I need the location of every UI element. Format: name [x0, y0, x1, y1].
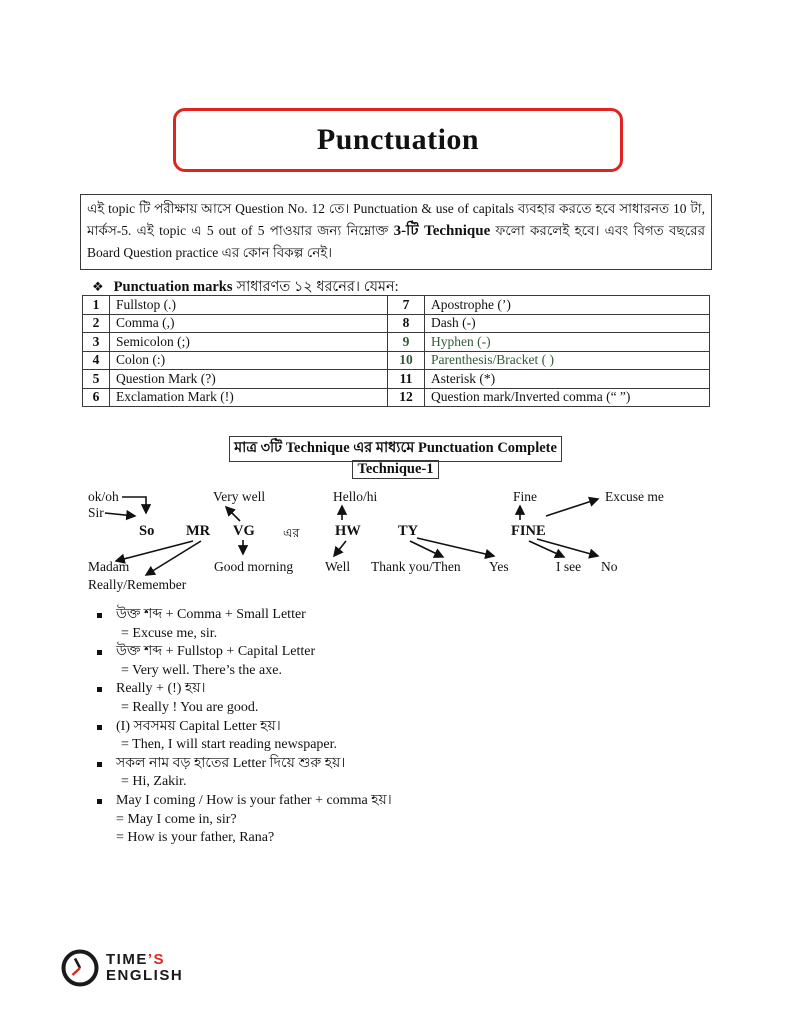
list-item: [95, 718, 705, 755]
diagram-label-sir: Sir: [88, 505, 104, 520]
marks-heading-bn: সাধারণত ১২ ধরনের। যেমন:: [236, 279, 399, 295]
table-row: [83, 333, 710, 352]
list-item: [95, 792, 705, 848]
row-number: 6: [83, 388, 110, 407]
list-item: [95, 643, 705, 680]
row-number: 2: [83, 314, 110, 333]
row-number: 3: [83, 333, 110, 352]
row-number: 10: [388, 351, 425, 370]
arrow-hw-to-well: [334, 541, 346, 556]
row-number: 1: [83, 296, 110, 315]
square-bullet-icon: [97, 613, 102, 618]
rule-example: = Very well. There’s the axe.: [121, 662, 282, 678]
rule-text: (I) সবসময় Capital Letter হয়।: [116, 718, 281, 734]
mark-name: Dash (-): [425, 314, 710, 333]
technique1-row: [0, 460, 791, 479]
mark-name: Semicolon (;): [110, 333, 388, 352]
diagram-label-okoh: ok/oh: [88, 489, 119, 504]
diagram-label-hellohi: Hello/hi: [333, 489, 378, 504]
square-bullet-icon: [97, 650, 102, 655]
technique-banner-row: [0, 436, 791, 462]
diagram-label-really: Really/Remember: [88, 577, 187, 592]
mark-name: Hyphen (-): [425, 333, 710, 352]
mark-name: Comma (,): [110, 314, 388, 333]
mark-name: Question mark/Inverted comma (“ ”): [425, 388, 710, 407]
intro-text-2: ফলো করলেই হবে। এবং বিগত বছরের Board Question practice এর কোন বিকল্প নেই।: [87, 222, 706, 260]
square-bullet-icon: [97, 687, 102, 692]
diamond-bullet-icon: ❖: [92, 280, 104, 295]
diagram-key-vg: VG: [233, 523, 255, 539]
logo-text: [106, 952, 183, 984]
times-english-logo: [60, 948, 183, 988]
diagram-label-goodmorning: Good morning: [214, 559, 294, 574]
table-row: [83, 296, 710, 315]
rule-example: = May I come in, sir?: [116, 811, 237, 827]
arrow-fine-to-no: [537, 539, 598, 556]
diagram-label-thankyou: Thank you/Then: [371, 559, 461, 574]
rule-example: = How is your father, Rana?: [116, 830, 275, 846]
technique-banner: মাত্র ৩টি Technique এর মাধ্যমে Punctuation Complete: [229, 436, 562, 462]
square-bullet-icon: [97, 725, 102, 730]
arrow-vg-to-verywell: [226, 507, 240, 521]
square-bullet-icon: [97, 799, 102, 804]
diagram-label-excuseme: Excuse me: [605, 489, 664, 504]
rule-example: = Excuse me, sir.: [121, 625, 218, 641]
rule-example: = Then, I will start reading newspaper.: [121, 737, 338, 753]
mark-name: Asterisk (*): [425, 370, 710, 389]
intro-text-1: এই topic টি পরীক্ষায় আসে Question No. 12 তে। Punctuation & use of capitals ব্যবহার করতে হবে সাধারনত 10 টা, মার্কস-5. এই topic এ 5 out of 5 পাওয়ার জন্য নিম্নোক্ত: [87, 201, 705, 238]
diagram-label-isee: I see: [556, 559, 582, 574]
logo-word-english: ENGLISH: [106, 967, 184, 984]
diagram-key-mr: MR: [186, 523, 211, 539]
mark-name: Colon (:): [110, 351, 388, 370]
table-row: [83, 351, 710, 370]
title-box: [173, 108, 623, 172]
diagram-key-ty: TY: [398, 523, 419, 539]
intro-text-bold: 3-টি Technique: [393, 222, 491, 239]
diagram-label-well: Well: [325, 559, 351, 574]
rule-example: = Hi, Zakir.: [121, 774, 187, 790]
mark-name: Question Mark (?): [110, 370, 388, 389]
rule-text: উক্ত শব্দ + Fullstop + Capital Letter: [116, 644, 316, 660]
arrow-mr-to-madam: [116, 541, 193, 561]
intro-paragraph: [80, 194, 712, 270]
arrow-fine-to-excuseme: [546, 499, 598, 516]
rule-text: উক্ত শব্দ + Comma + Small Letter: [116, 607, 306, 622]
mark-name: Exclamation Mark (!): [110, 388, 388, 407]
diagram-label-madam: Madam: [88, 559, 130, 574]
diagram-label-fine: Fine: [513, 489, 538, 504]
diagram-key-hw: HW: [335, 523, 361, 539]
diagram-label-yes: Yes: [489, 559, 509, 574]
mark-name: Apostrophe (’): [425, 296, 710, 315]
rule-text: সকল নাম বড় হাতের Letter দিয়ে শুরু হয়।: [116, 755, 346, 771]
logo-word-time: TIME: [106, 951, 148, 968]
row-number: 12: [388, 388, 425, 407]
marks-heading-en: Punctuation marks: [113, 279, 233, 295]
diagram-key-so: So: [139, 523, 155, 539]
technique1-diagram: [80, 486, 713, 604]
mark-name: Parenthesis/Bracket ( ): [425, 351, 710, 370]
clock-icon: [60, 948, 100, 988]
row-number: 8: [388, 314, 425, 333]
punctuation-marks-table: [82, 295, 710, 407]
technique1-label: Technique-1: [352, 460, 438, 479]
list-item: [95, 680, 705, 717]
row-number: 7: [388, 296, 425, 315]
arrow-fine-to-isee: [529, 541, 564, 557]
row-number: 9: [388, 333, 425, 352]
row-number: 11: [388, 370, 425, 389]
rule-text: May I coming / How is your father + comma হয়।: [116, 792, 392, 808]
logo-word-s: ’S: [147, 951, 166, 968]
mark-name: Fullstop (.): [110, 296, 388, 315]
arrow-okoh-to-so: [122, 497, 146, 513]
arrow-sir-to-so: [105, 513, 135, 516]
list-item: [95, 755, 705, 792]
diagram-label-verywell: Very well: [213, 489, 266, 504]
arrow-ty-to-yes: [417, 538, 494, 556]
page-title: Punctuation: [316, 123, 480, 156]
table-row: [83, 388, 710, 407]
diagram-label-er: এর: [283, 526, 300, 540]
table-row: [83, 314, 710, 333]
list-item: [95, 606, 705, 643]
table-row: [83, 370, 710, 389]
diagram-label-no: No: [601, 559, 618, 574]
row-number: 5: [83, 370, 110, 389]
row-number: 4: [83, 351, 110, 370]
rule-text: Really + (!) হয়।: [116, 681, 206, 697]
rules-list: [95, 606, 705, 848]
rule-example: = Really ! You are good.: [121, 699, 259, 715]
square-bullet-icon: [97, 762, 102, 767]
diagram-key-fine: FINE: [511, 523, 546, 539]
